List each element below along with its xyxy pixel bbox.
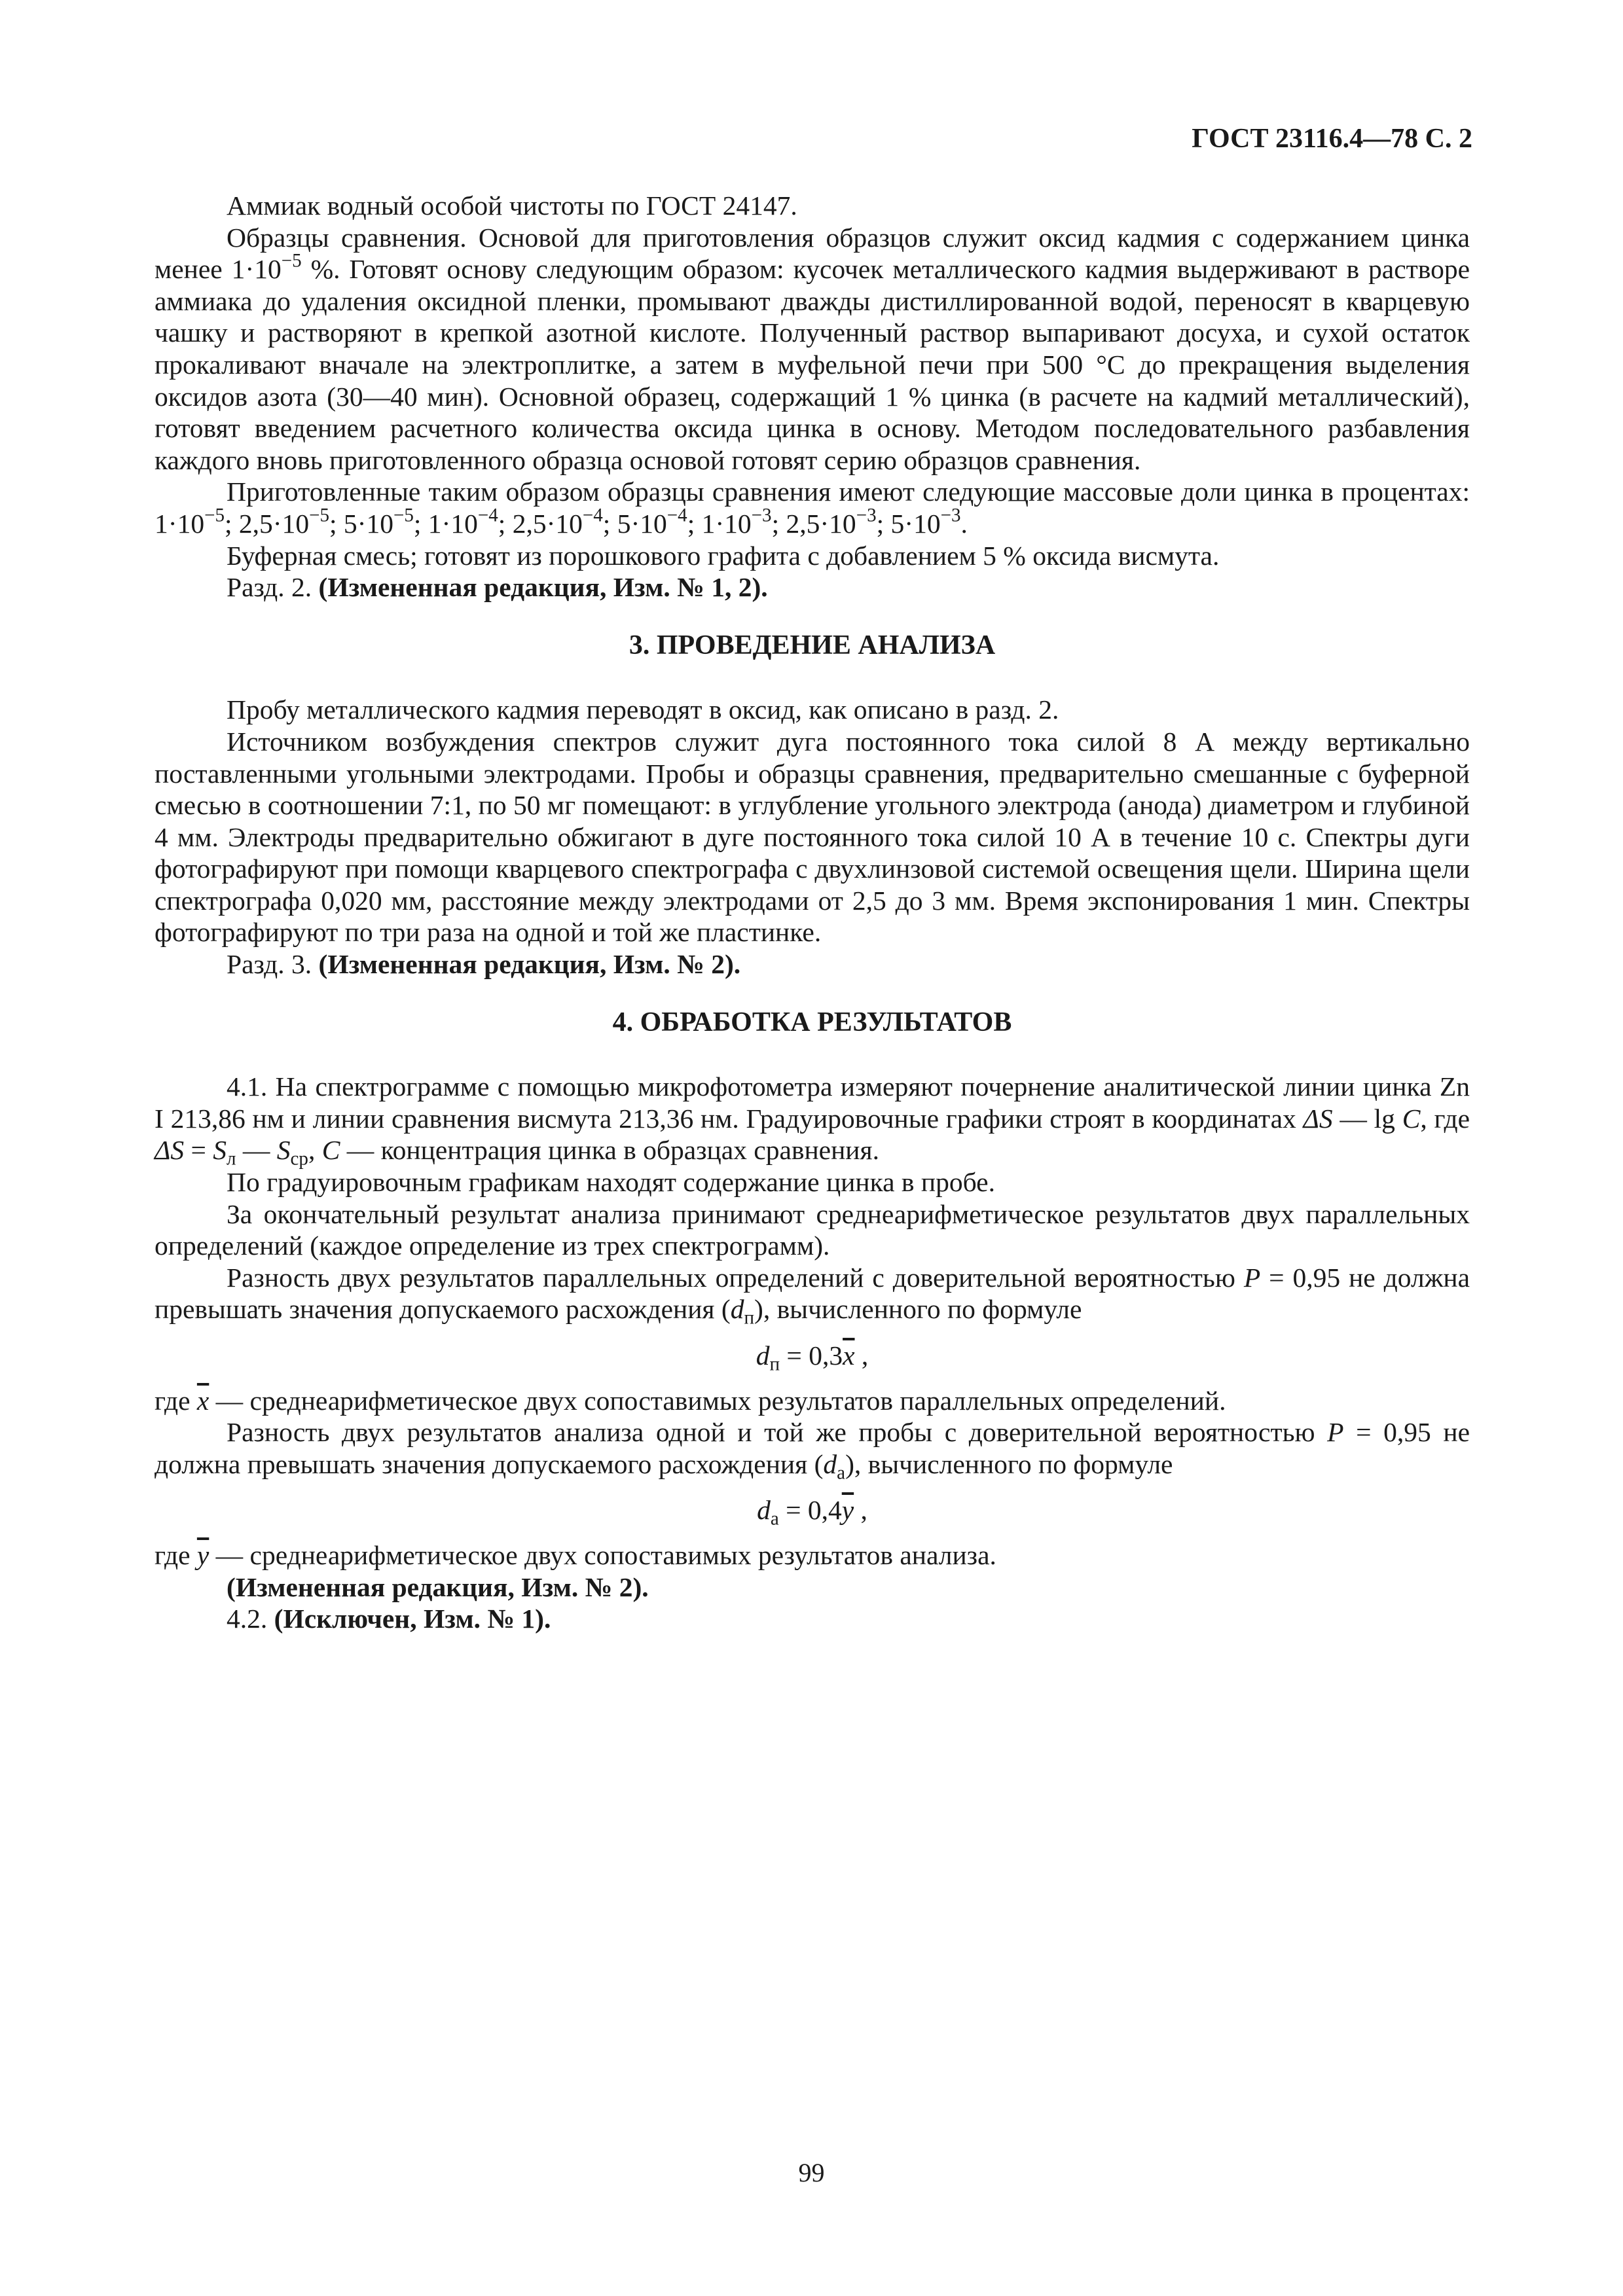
document-body: [155, 190, 1470, 1635]
mass-fraction-value: 5·10: [343, 508, 393, 539]
paragraph-reference-samples: [155, 222, 1470, 476]
subscript: а: [770, 1509, 779, 1530]
mean-variable: $\overline{y}$: [841, 1495, 854, 1526]
text-fragment: где: [155, 1539, 197, 1570]
exponent: −5: [393, 505, 414, 526]
mean-variable: $\overline{x}$: [843, 1340, 855, 1371]
variable: d: [823, 1448, 837, 1479]
subscript: п: [769, 1354, 780, 1375]
exponent: −4: [666, 505, 687, 526]
exponent: −5: [204, 505, 225, 526]
text-fragment: — среднеарифметическое двух сопоставимых результатов анализа.: [209, 1539, 996, 1570]
exponent: −4: [582, 505, 603, 526]
variable: ΔS: [1303, 1103, 1333, 1134]
text-fragment: Приготовленные таким образом образцы сравнения имеют следующие массовые доли цинка в процентах:: [227, 476, 1470, 507]
mass-fractions-list: [155, 505, 968, 539]
exponent: −4: [477, 505, 498, 526]
subscript: а: [837, 1462, 846, 1484]
text-fragment: ,: [308, 1135, 322, 1166]
text-fragment: — концентрация цинка в образцах сравнения.: [340, 1135, 879, 1166]
text-fragment: ), вычисленного по формуле: [845, 1448, 1173, 1479]
separator: ;: [602, 508, 617, 539]
variable: P: [1243, 1262, 1261, 1293]
exponent: −3: [751, 505, 772, 526]
exponent: −3: [856, 505, 877, 526]
mass-fraction-value: 1·10: [428, 508, 478, 539]
text-fragment: — среднеарифметическое двух сопоставимых результатов параллельных определений.: [209, 1385, 1226, 1416]
paragraph-buffer: Буферная смесь; готовят из порошкового графита с добавлением 5 % оксида висмута.: [227, 540, 1220, 571]
paragraph-parallel-difference: [155, 1262, 1470, 1329]
section-heading-analysis: 3. ПРОВЕДЕНИЕ АНАЛИЗА: [629, 630, 996, 660]
text-fragment: ,: [854, 1495, 867, 1526]
text-fragment: %. Готовят основу следующим образом: кусочек металлического кадмия выдерживают в растворе аммиака до удаления оксидной пленки, промывают дважды дистиллированной водой, переносят в кварцевую чашку и растворяют в крепкой азотной кислоте. Полученный раствор выпаривают досуха, и сухой остаток прокаливают вначале на электроплитке, а затем в муфельной печи при 500 °С до прекращения выделения оксидов азота (30—40 мин). Основной образец, содержащий 1 % цинка (в расчете на кадмий металлический), готовят введением расчетного количества оксида цинка в основу. Методом последовательного разбавления каждого вновь приготовленного образца основой готовят серию образцов сравнения.: [155, 254, 1470, 475]
variable: C: [1402, 1103, 1421, 1134]
page-header: ГОСТ 23116.4—78 С. 2: [1192, 124, 1472, 154]
mass-fraction-value: 1·10: [155, 508, 205, 539]
variable: d: [756, 1340, 770, 1371]
variable: d: [730, 1294, 744, 1325]
amendment-prefix: Разд. 2.: [227, 572, 319, 603]
text-fragment: — lg: [1332, 1103, 1402, 1134]
mass-fraction-value: 2,5·10: [512, 508, 583, 539]
paragraph-where-x: [155, 1385, 1470, 1417]
separator: ;: [329, 508, 344, 539]
paragraph-where-y: [155, 1539, 1470, 1571]
text-fragment: Разность двух результатов анализа одной и той же пробы с доверительной вероятностью: [227, 1417, 1328, 1448]
variable: S: [276, 1135, 291, 1166]
page-number: 99: [798, 2158, 825, 2187]
text-fragment: Образцы сравнения. Основой для приготовления образцов служит оксид кадмия с содержанием цинка менее 1·10: [155, 222, 1470, 285]
amendment-label: (Исключен, Изм. № 1).: [274, 1604, 551, 1634]
text-fragment: , где: [1420, 1103, 1470, 1134]
paragraph-ammonia: Аммиак водный особой чистоты по ГОСТ 24147.: [227, 190, 797, 221]
formula-da: [155, 1494, 1470, 1530]
text-fragment: =: [184, 1135, 213, 1166]
mass-fraction-value: 5·10: [617, 508, 667, 539]
separator: ;: [224, 508, 239, 539]
variable: S: [213, 1135, 227, 1166]
text-fragment: = 0,95 не должна превышать значения допускаемого расхождения (: [155, 1417, 1470, 1479]
subscript: п: [744, 1308, 755, 1329]
amendment-prefix: Разд. 3.: [227, 949, 319, 980]
paragraph-calibration: По градуировочным графикам находят содержание цинка в пробе.: [227, 1167, 995, 1198]
exponent: −5: [309, 505, 329, 526]
amendment-label: (Измененная редакция, Изм. № 2).: [227, 1571, 649, 1602]
text-fragment: = 0,3: [780, 1340, 843, 1371]
subscript: ср: [290, 1149, 308, 1170]
paragraph-mass-fractions: [155, 476, 1470, 539]
separator: ;: [771, 508, 786, 539]
paragraph-excitation-source: Источником возбуждения спектров служит дуга постоянного тока силой 8 А между вертикально поставленными угольными электродами. Пробы и образцы сравнения, предварительно смешанные с буферной смесью в соотношении 7:1, по 50 мг помещают: в углубление угольного электрода (анода) диаметром и глубиной 4 мм. Электроды предварительно обжигают в дуге постоянного тока силой 10 А в течение 10 с. Спектры дуги фотографируют при помощи кварцевого спектрографа с двухлинзовой системой освещения щели. Ширина щели спектрографа 0,020 мм, расстояние между электродами от 2,5 до 3 мм. Время экспонирования 1 мин. Спектры фотографируют по три раза на одной и той же пластинке.: [155, 726, 1470, 948]
text-fragment: 4.1. На спектрограмме с помощью микрофотометра измеряют почернение аналитической линии цинка Zn I 213,86 нм и линии сравнения висмута 213,36 нм. Градуировочные графики строят в координатах: [155, 1071, 1470, 1134]
paragraph-final-result: За окончательный результат анализа принимают среднеарифметическое результатов двух параллельных определений (каждое определение из трех спектрограмм).: [155, 1198, 1470, 1261]
mass-fraction-value: 1·10: [701, 508, 752, 539]
variable: C: [321, 1135, 340, 1166]
variable: ΔS: [155, 1135, 185, 1166]
text-fragment: = 0,95 не должна превышать значения допускаемого расхождения (: [155, 1262, 1470, 1325]
amendment-label: (Измененная редакция, Изм. № 2).: [318, 949, 741, 980]
mass-fraction-value: 2,5·10: [786, 508, 856, 539]
mean-variable: $\overline{y}$: [196, 1539, 210, 1570]
text-fragment: = 0,4: [778, 1495, 842, 1526]
mass-fraction-value: 2,5·10: [238, 508, 310, 539]
subscript: л: [227, 1149, 236, 1170]
separator: ;: [876, 508, 891, 539]
exponent: −3: [940, 505, 961, 526]
text-fragment: ), вычисленного по формуле: [754, 1294, 1082, 1325]
paragraph-analysis-difference: [155, 1416, 1470, 1484]
amendment-note-section2: [155, 571, 1470, 603]
variable: P: [1327, 1417, 1344, 1448]
text-fragment: Разность двух результатов параллельных определений с доверительной вероятностью: [227, 1262, 1244, 1293]
separator: ;: [687, 508, 702, 539]
formula-dp: [155, 1340, 1470, 1375]
mean-variable: $\overline{x}$: [196, 1385, 210, 1416]
separator: .: [960, 508, 968, 539]
text-fragment: ,: [854, 1340, 869, 1371]
section-heading-results: 4. ОБРАБОТКА РЕЗУЛЬТАТОВ: [612, 1007, 1012, 1037]
separator: ;: [413, 508, 428, 539]
paragraph-4-2: [155, 1603, 1470, 1635]
text-fragment: —: [236, 1135, 277, 1166]
separator: ;: [498, 508, 513, 539]
exponent: −5: [281, 250, 302, 272]
paragraph-4-1: [155, 1071, 1470, 1170]
paragraph-sample-conversion: Пробу металлического кадмия переводят в оксид, как описано в разд. 2.: [227, 694, 1059, 725]
text-fragment: где: [155, 1385, 197, 1416]
amendment-note-section4: [155, 1571, 1470, 1604]
amendment-note-section3: [155, 948, 1470, 980]
amendment-label: (Измененная редакция, Изм. № 1, 2).: [318, 572, 768, 603]
variable: d: [757, 1495, 771, 1526]
text-fragment: 4.2.: [227, 1604, 274, 1634]
mass-fraction-value: 5·10: [890, 508, 941, 539]
